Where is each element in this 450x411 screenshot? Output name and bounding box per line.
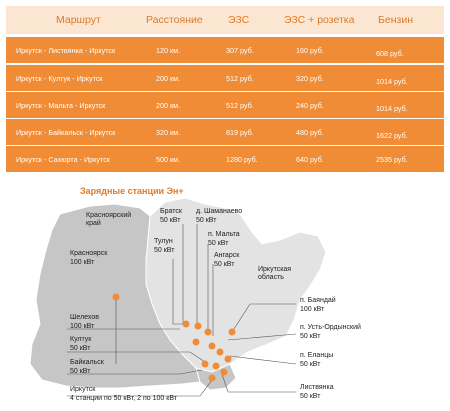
station-power: 50 кВт	[300, 392, 321, 400]
cell-ezs-socket: 640 руб.	[296, 154, 324, 164]
cell-distance: 320 км.	[156, 127, 181, 137]
header-ezs: ЭЗС	[228, 14, 250, 26]
table-row	[6, 37, 444, 63]
station-dot	[213, 363, 220, 370]
station-dot	[205, 329, 212, 336]
cost-table	[0, 0, 450, 174]
table-row	[6, 92, 444, 118]
station-power: 50 кВт	[196, 216, 217, 224]
cell-petrol: 608 руб.	[376, 48, 404, 58]
station-dot	[221, 369, 228, 376]
station-label-elantsy	[300, 352, 333, 369]
station-name: д. Шаманаево	[196, 208, 243, 215]
cell-petrol: 1622 руб.	[376, 130, 408, 140]
station-power: 100 кВт	[300, 305, 325, 313]
cell-ezs-socket: 480 руб.	[296, 127, 324, 137]
header-distance: Расстояние	[146, 14, 203, 26]
station-power: 100 кВт	[70, 258, 95, 266]
station-label-irkutsk	[70, 386, 177, 403]
header-petrol: Бензин	[378, 14, 414, 26]
cell-ezs-socket: 160 руб.	[296, 45, 324, 55]
header-route: Маршрут	[56, 14, 101, 26]
station-power: 50 кВт	[160, 216, 181, 224]
cell-route: Иркутск - Култук - Иркутск	[16, 73, 103, 83]
cell-ezs-socket: 320 руб.	[296, 73, 324, 83]
map-title: Зарядные станции Эн+	[80, 186, 184, 196]
cell-ezs: 1280 руб.	[226, 154, 258, 164]
station-label-bratsk	[160, 208, 182, 225]
cell-petrol: 2535 руб.	[376, 154, 408, 164]
station-name: п. Баяндай	[300, 297, 336, 304]
cell-ezs: 512 руб.	[226, 73, 254, 83]
station-label-baykalsk	[70, 359, 104, 376]
region-irkutsk	[258, 266, 291, 282]
station-power: 50 кВт	[70, 344, 91, 352]
cell-ezs: 512 руб.	[226, 100, 254, 110]
station-label-tulun	[154, 238, 174, 255]
header-ezs-socket: ЭЗС + розетка	[284, 14, 355, 26]
station-dot	[209, 375, 216, 382]
station-dot	[202, 361, 209, 368]
station-name: Листвянка	[300, 384, 334, 391]
station-name: п. Мальта	[208, 231, 240, 238]
station-name: Култук	[70, 336, 92, 343]
station-name: Красноярск	[70, 250, 108, 257]
station-power: 50 кВт	[300, 360, 321, 368]
cell-route: Иркутск - Сахюрта - Иркутск	[16, 154, 110, 164]
station-name: п. Усть-Ордынский	[300, 324, 361, 331]
station-label-shelekhov	[70, 314, 99, 331]
cell-ezs: 819 руб.	[226, 127, 254, 137]
region-label: край	[86, 220, 101, 227]
station-dot	[209, 343, 216, 350]
cell-distance: 500 км.	[156, 154, 181, 164]
cell-route: Иркутск - Мальта - Иркутск	[16, 100, 106, 110]
station-power: 50 кВт	[70, 367, 91, 375]
station-power: 50 кВт	[300, 332, 321, 340]
station-name: Братск	[160, 208, 182, 215]
station-label-ust-ordynsky	[300, 324, 361, 341]
station-dot	[225, 356, 232, 363]
station-power: 50 кВт	[208, 239, 229, 247]
cell-distance: 200 км.	[156, 73, 181, 83]
station-name: Байкальск	[70, 359, 104, 366]
station-dot	[217, 349, 224, 356]
table-row	[6, 146, 444, 172]
region-label: область	[258, 274, 284, 281]
station-label-bayanday	[300, 297, 336, 314]
station-name: Ангарск	[214, 252, 240, 259]
cell-ezs: 307 руб.	[226, 45, 254, 55]
station-dot	[183, 321, 190, 328]
cell-petrol: 1014 руб.	[376, 103, 408, 113]
station-name: Иркутск	[70, 386, 96, 393]
table-row	[6, 119, 444, 145]
station-name: п. Еланцы	[300, 352, 334, 359]
table-row	[6, 65, 444, 91]
station-dot	[113, 294, 120, 301]
table-header-row	[6, 6, 444, 34]
cell-distance: 200 км.	[156, 100, 181, 110]
station-label-krasnoyarsk	[70, 250, 107, 267]
station-name: Шелехов	[70, 314, 99, 321]
station-dot	[229, 329, 236, 336]
station-dot	[193, 339, 200, 346]
station-power: 50 кВт	[154, 246, 175, 254]
region-label: Иркутская	[258, 266, 292, 273]
station-label-shamanaevo	[196, 208, 242, 225]
station-label-angarsk	[214, 252, 239, 269]
station-dot	[195, 323, 202, 330]
station-power: 100 кВт	[70, 322, 95, 330]
cell-ezs-socket: 240 руб.	[296, 100, 324, 110]
station-label-malta	[208, 231, 240, 248]
cell-petrol: 1014 руб.	[376, 76, 408, 86]
station-label-listvyanka	[300, 384, 334, 401]
station-name: Тулун	[154, 238, 173, 245]
station-power: 4 станции по 50 кВт, 2 по 100 кВт	[70, 394, 177, 402]
region-krasnoyarsk	[86, 212, 131, 228]
region-label: Красноярский	[86, 212, 132, 219]
station-power: 50 кВт	[214, 260, 235, 268]
cell-route: Иркутск - Байкальск - Иркутск	[16, 127, 116, 137]
cell-distance: 120 км.	[156, 45, 181, 55]
station-label-kultuk	[70, 336, 91, 353]
cell-route: Иркутск - Листвянка - Иркутск	[16, 45, 116, 55]
charging-map	[0, 174, 450, 411]
